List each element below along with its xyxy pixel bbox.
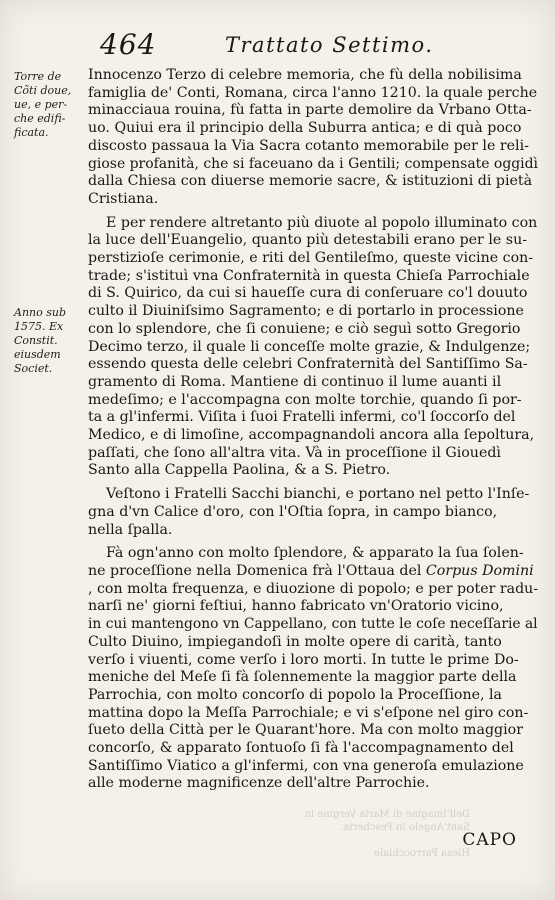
text-line: Santo alla Cappella Paolina, & a S. Pietro. [88,462,391,479]
text-line: , con molta frequenza, e diuozione di popolo; e per poter radu- [88,580,539,597]
text-line: Cristiana. [88,190,159,207]
text-line: ne proceſſione nella Domenica frà l'Ottaua del Corpus Domini [88,562,534,579]
paragraph [88,486,538,539]
text-line: Culto Diuino, impiegandoſi in molte opere di carità, tanto [88,633,502,650]
running-title: Trattato Settimo. [225,33,434,57]
text-line: concorſo, & apparato ſontuoſo ſi fà l'accompagnamento del [88,740,514,757]
page-number: 464 [100,28,157,61]
text-line: meniche del Meſe ſi fà ſolennemente la maggior parte della [88,669,517,686]
text-line: trade; s'istituì vna Confraternità in questa Chieſa Parrochiale [88,267,530,284]
text-line: di S. Quirico, da cui si haueſſe cura di conſeruare co'l douuto [88,285,528,302]
text-line: Fà ogn'anno con molto ſplendore, & apparato la ſua ſolen- [106,545,524,562]
text-line: in cui mantengono vn Cappellano, con tutte le coſe neceſſarie al [88,616,538,633]
text-line: gramento di Roma. Mantiene di continuo il lume auanti il [88,373,502,390]
margin-note-line: Anno sub [14,306,67,319]
text-line: alle moderne magnificenze dell'altre Parrochie. [88,775,430,792]
margin-note-line: Constit. [14,334,58,347]
margin-note-line: 1575. Ex [14,320,64,333]
text-line: giose profanità, che si faceuano da i Gentili; compensate oggidì [88,155,539,172]
text-line: Parrochia, con molto concorſo di popolo la Proceſſione, la [88,686,503,703]
text-line: ta a gl'infermi. Viſita i ſuoi Fratelli infermi, co'l ſoccorſo del [88,409,516,426]
paragraph [88,215,538,481]
text-line: uo. Quiui era il principio della Suburra antica; e di quà poco [88,120,522,137]
margin-note-line: ue, e per- [14,98,68,111]
text-line: Innocenzo Terzo di celebre memoria, che fù della nobilisima [88,67,522,83]
text-line: Santiſſimo Viatico a gl'infermi, con vna generoſa emulazione [88,757,524,774]
catchword: CAPO [462,830,517,850]
margin-note-line: Torre de [14,70,62,83]
text-line: gna d'vn Calice d'oro, con l'Oſtia ſopra, in campo bianco, [88,503,498,520]
text-line: perstizioſe cerimonie, e riti del Gentileſmo, queste vicine con- [88,250,534,267]
italic-phrase: Corpus Domini [425,562,534,579]
margin-note [14,70,82,140]
text-line: Decimo terzo, il quale li conceſſe molte grazie, & Indulgenze; [88,338,531,355]
text-line: con lo splendore, che ſi conuiene; e ciò seguì sotto Gregorio [88,320,521,337]
text-line: mattina dopo la Meſſa Parrochiale; e vi s'eſpone nel giro con- [88,704,529,721]
text-line: discosto passaua la Via Sacra cotanto memorabile per le reli- [88,137,529,154]
text-line: famiglia de' Conti, Romana, circa l'anno 1210. la quale perche [88,84,538,101]
show-through-text: Dell'Imagine di Maria Vergine in Sant'Angelo in Pescheria. Hiesa Parrocchiale [304,809,470,859]
paragraph [88,545,538,793]
text-line: minacciaua rouina, fù fatta in parte demolire da Vrbano Otta- [88,102,532,119]
text-line: la luce dell'Euangelio, quanto più detestabili erano per le su- [88,232,527,249]
text-line: medeſimo; e l'accompagna con molte torchie, quando ſi por- [88,391,522,408]
text-line: ſueto della Città per le Quarant'hore. Ma con molto maggior [88,722,523,739]
paragraph [88,67,538,209]
body-text [88,67,538,799]
text-line: narſi ne' giorni feſtiui, hanno fabricato vn'Oratorio vicino, [88,598,504,615]
text-line: essendo questa delle celebri Confraternità del Santiſſimo Sa- [88,356,528,373]
text-line: paſſati, che ſono all'altra vita. Và in proceſſione il Giouedì [88,444,501,461]
margin-note-line: Societ. [14,362,53,375]
margin-note [14,306,82,376]
text-line: dalla Chiesa con diuerse memorie sacre, & istituzioni di pietà [88,173,533,190]
margin-note-line: che edifi- [14,112,66,125]
text-line: culto il Diuiniſsimo Sagramento; e di portarlo in processione [88,303,524,320]
text-line: Medico, e di limoſine, accompagnandoli ancora alla ſepoltura, [88,427,535,444]
margin-note-line: ficata. [14,126,49,139]
text-line: nella ſpalla. [88,521,173,538]
page-header [100,28,515,66]
text-line: Veſtono i Fratelli Sacchi bianchi, e portano nel petto l'Inſe- [106,486,530,503]
text-line: verſo i viuenti, come verſo i loro morti. In tutte le prime Do- [88,651,519,668]
margin-note-line: Cõti doue, [14,84,72,97]
margin-note-line: eiusdem [14,348,61,361]
text-line: E per rendere altretanto più diuote al popolo illuminato con [106,214,538,231]
